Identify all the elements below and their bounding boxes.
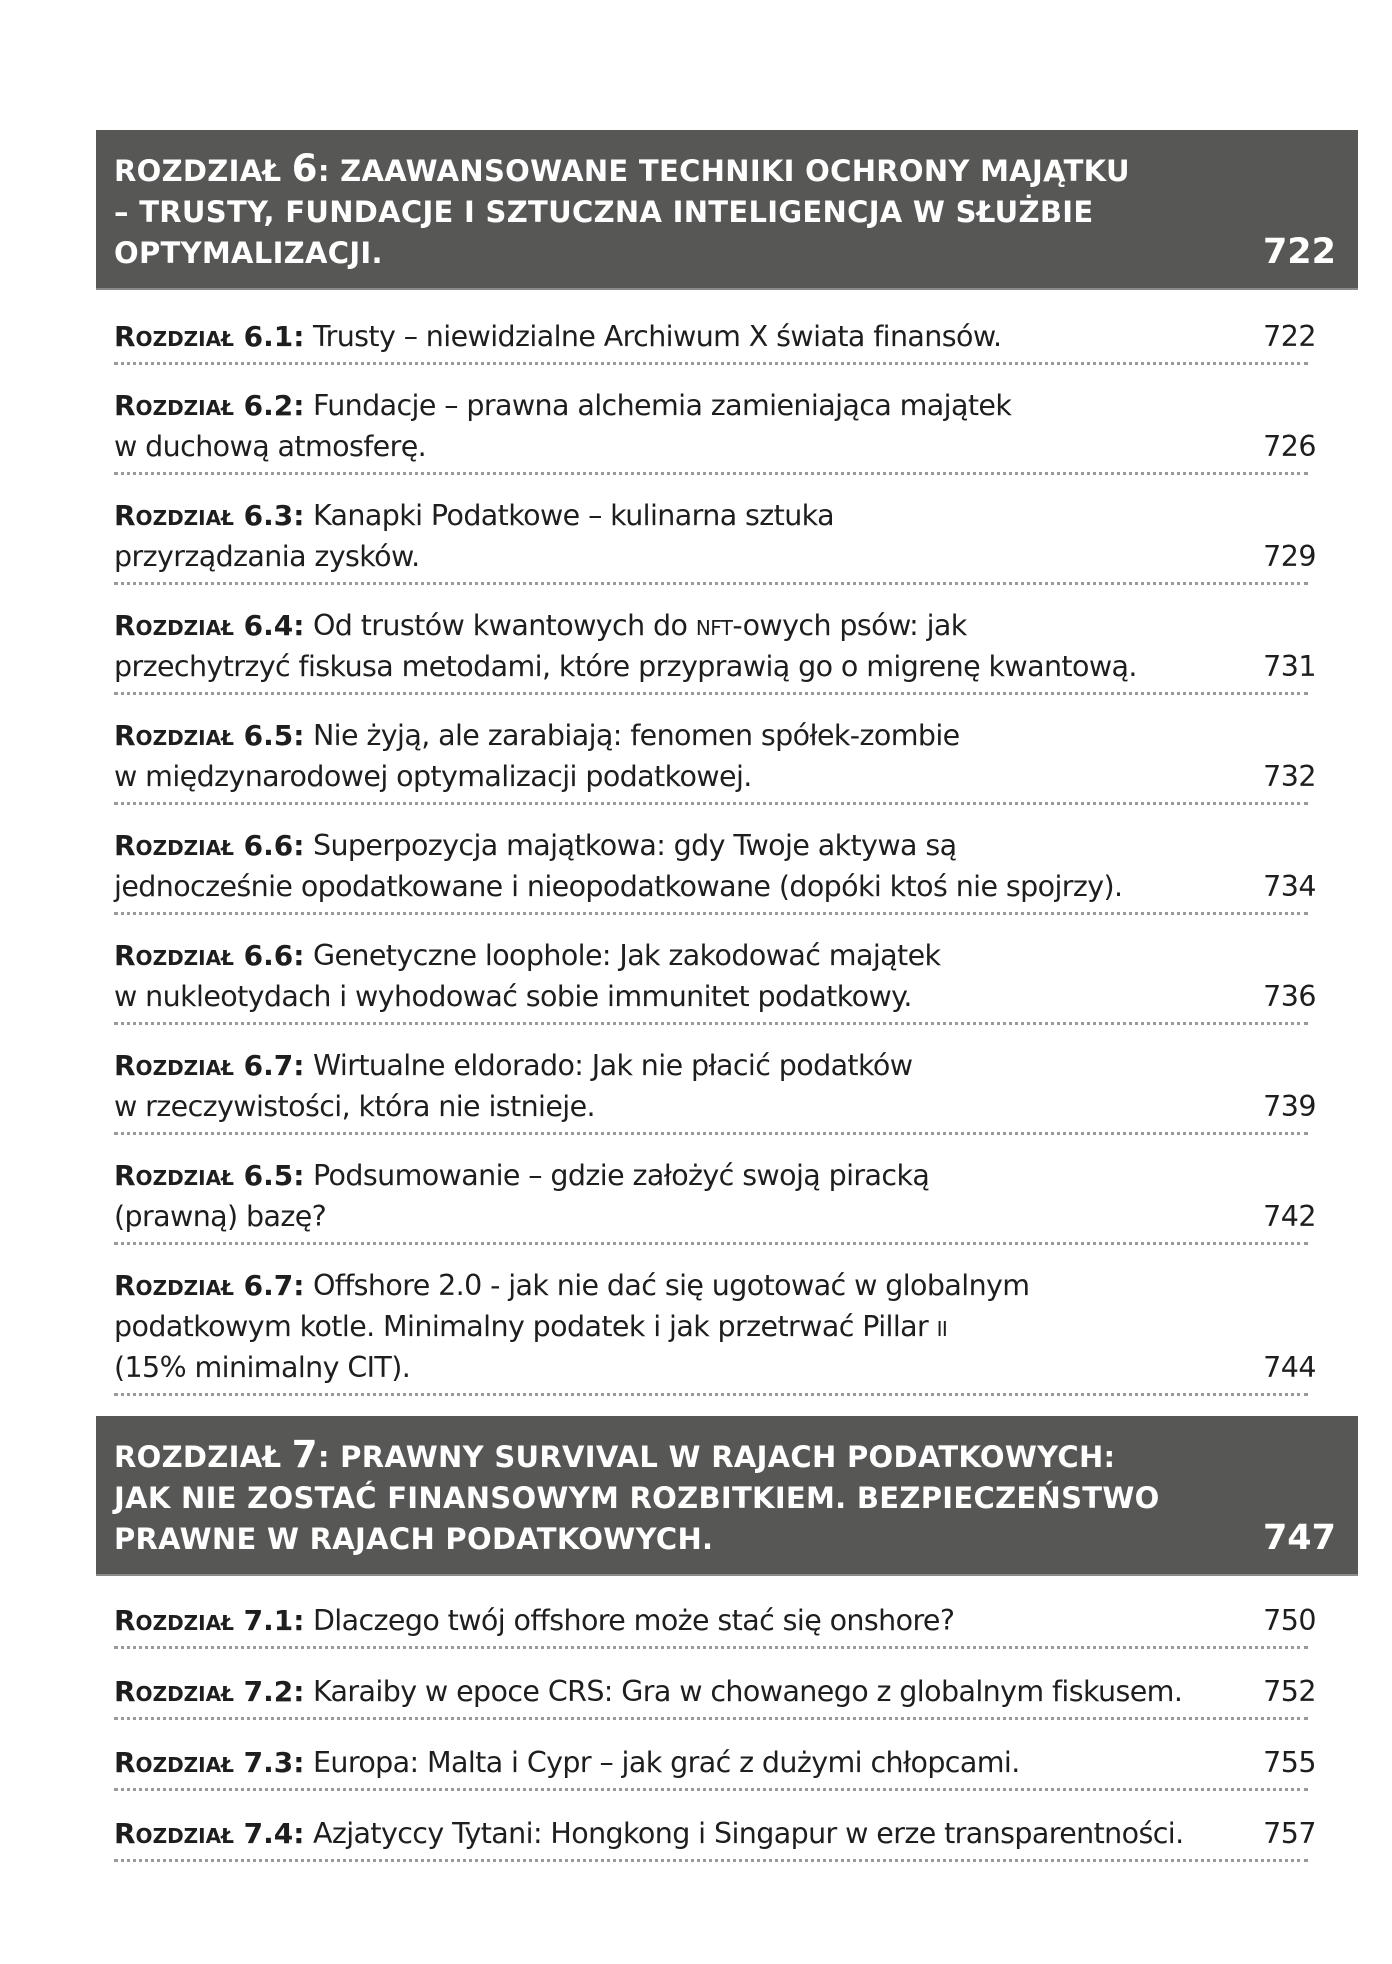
entry-page-number: 752 [1263,1675,1316,1708]
chapter-7-title-line-2: JAK NIE ZOSTAĆ FINANSOWYM ROZBITKIEM. BEZPIECZEŃSTWO [114,1481,1160,1515]
chapter-7-label: ROZDZIAŁ [114,1440,282,1474]
chapter-6-number: 6 [291,147,318,190]
entry-title-line-1: Nie żyją, ale zarabiają: fenomen spółek-zombie [312,719,960,752]
toc-entry-6-3[interactable] [114,495,1316,585]
toc-entry-7-4[interactable] [114,1813,1316,1862]
entry-title-line-2: przechytrzyć fiskusa metodami, które przyprawią go o migrenę kwantową. [114,650,1137,683]
chapter-7-entries [96,1600,1358,1862]
entry-page-number: 742 [1263,1200,1316,1233]
entry-title: Trusty – niewidzialne Archiwum X świata finansów. [312,320,1002,353]
entry-label: Rozdział 7.4: [114,1817,305,1850]
entry-title-line-1: Podsumowanie – gdzie założyć swoją piracką [312,1159,930,1192]
toc-entry-7-3[interactable] [114,1742,1316,1791]
toc-entry-6-1[interactable] [114,316,1316,365]
entry-title-line-2: w nukleotydach i wyhodować sobie immunitet podatkowy. [114,980,912,1013]
toc-entry-6-4[interactable] [114,605,1316,695]
toc-entry-6-6-genetyczne[interactable] [114,935,1316,1025]
toc-entry-6-6-superpozycja[interactable] [114,825,1316,915]
entry-title-line-2: przyrządzania zysków. [114,540,420,573]
chapter-6-entries [96,316,1358,1396]
toc-entry-6-7-offshore[interactable] [114,1265,1316,1396]
entry-title-line-2: podatkowym kotle. Minimalny podatek i jak przetrwać Pillar [114,1310,937,1343]
entry-page-number: 744 [1263,1351,1316,1384]
entry-label: Rozdział 6.1: [114,320,305,353]
entry-page-number: 736 [1263,980,1316,1013]
chapter-7-number: 7 [291,1433,318,1476]
entry-title: Dlaczego twój offshore może stać się onshore? [312,1604,955,1637]
entry-page-number: 729 [1263,540,1316,573]
entry-title-part-1: Od trustów kwantowych do [312,609,696,642]
entry-title-line-2: w rzeczywistości, która nie istnieje. [114,1090,596,1123]
entry-page-number: 757 [1263,1817,1316,1850]
chapter-7-title: ROZDZIAŁ 7: PRAWNY SURVIVAL W RAJACH PODATKOWYCH: JAK NIE ZOSTAĆ FINANSOWYM ROZBITKIEM. BEZPIECZEŃSTWO PRAWNE W RAJACH PODATKOWYCH. [114,1433,1160,1556]
entry-page-number: 750 [1263,1604,1316,1637]
toc-entry-7-1[interactable] [114,1600,1316,1649]
entry-title-line-1: Offshore 2.0 - jak nie dać się ugotować w globalnym [312,1269,1030,1302]
entry-title: Karaiby w epoce CRS: Gra w chowanego z globalnym fiskusem. [312,1675,1183,1708]
chapter-6-page-number: 722 [1262,232,1336,272]
entry-page-number: 732 [1263,760,1316,793]
chapter-7-section [96,1416,1358,1884]
chapter-6-title-line-1: ZAAWANSOWANE TECHNIKI OCHRONY MAJĄTKU [340,154,1130,188]
entry-title-line-2: jednocześnie opodatkowane i nieopodatkowane (dopóki ktoś nie spojrzy). [114,870,1123,903]
toc-entry-6-5-podsumowanie[interactable] [114,1155,1316,1245]
entry-title-line-2: (prawną) bazę? [114,1200,327,1233]
chapter-6-section [96,130,1358,1416]
entry-label: Rozdział 6.6: [114,939,305,972]
chapter-6-title-line-3: OPTYMALIZACJI. [114,236,383,270]
entry-title-line-1: Wirtualne eldorado: Jak nie płacić podatków [312,1049,913,1082]
entry-page-number: 731 [1263,650,1316,683]
entry-title-line-1: Kanapki Podatkowe – kulinarna sztuka [312,499,834,532]
chapter-6-header[interactable] [96,130,1358,290]
entry-title-roman-numeral: ii [936,1310,948,1343]
entry-title-line-1: Genetyczne loophole: Jak zakodować majątek [312,939,941,972]
toc-entry-6-5[interactable] [114,715,1316,805]
entry-label: Rozdział 6.2: [114,389,305,422]
entry-label: Rozdział 6.7: [114,1269,305,1302]
entry-page-number: 734 [1263,870,1316,903]
chapter-7-title-line-1: PRAWNY SURVIVAL W RAJACH PODATKOWYCH: [340,1440,1116,1474]
chapter-7-header[interactable] [96,1416,1358,1576]
chapter-6-title: ROZDZIAŁ 6: ZAAWANSOWANE TECHNIKI OCHRONY MAJĄTKU – TRUSTY, FUNDACJE I SZTUCZNA INTELIGENCJA W SŁUŻBIE OPTYMALIZACJI. [114,147,1130,270]
chapter-6-label: ROZDZIAŁ [114,154,282,188]
toc-entry-7-2[interactable] [114,1671,1316,1720]
entry-title: Azjatyccy Tytani: Hongkong i Singapur w erze transparentności. [312,1817,1184,1850]
entry-label: Rozdział 6.7: [114,1049,305,1082]
entry-title-line-1: Superpozycja majątkowa: gdy Twoje aktywa są [312,829,957,862]
entry-label: Rozdział 7.1: [114,1604,305,1637]
entry-title-part-2: -owych psów: jak [732,609,967,642]
entry-label: Rozdział 6.3: [114,499,305,532]
chapter-6-title-line-2: – TRUSTY, FUNDACJE I SZTUCZNA INTELIGENCJA W SŁUŻBIE [114,195,1094,229]
chapter-7-title-line-3: PRAWNE W RAJACH PODATKOWYCH. [114,1522,714,1556]
entry-title-line-2: w duchową atmosferę. [114,430,427,463]
entry-label: Rozdział 6.4: [114,609,305,642]
entry-title: Europa: Malta i Cypr – jak grać z dużymi chłopcami. [312,1746,1020,1779]
toc-entry-6-2[interactable] [114,385,1316,475]
entry-label: Rozdział 6.5: [114,1159,305,1192]
entry-page-number: 739 [1263,1090,1316,1123]
entry-label: Rozdział 6.5: [114,719,305,752]
entry-label: Rozdział 7.3: [114,1746,305,1779]
entry-title-line-3: (15% minimalny CIT). [114,1351,411,1384]
entry-title-line-2: w międzynarodowej optymalizacji podatkowej. [114,760,752,793]
entry-page-number: 726 [1263,430,1316,463]
toc-entry-6-7-wirtualne[interactable] [114,1045,1316,1135]
entry-label: Rozdział 6.6: [114,829,305,862]
entry-title-acronym: nft [695,609,733,642]
entry-page-number: 722 [1263,320,1316,353]
chapter-7-page-number: 747 [1262,1518,1336,1558]
entry-label: Rozdział 7.2: [114,1675,305,1708]
entry-title-line-1: Fundacje – prawna alchemia zamieniająca majątek [312,389,1012,422]
entry-page-number: 755 [1263,1746,1316,1779]
